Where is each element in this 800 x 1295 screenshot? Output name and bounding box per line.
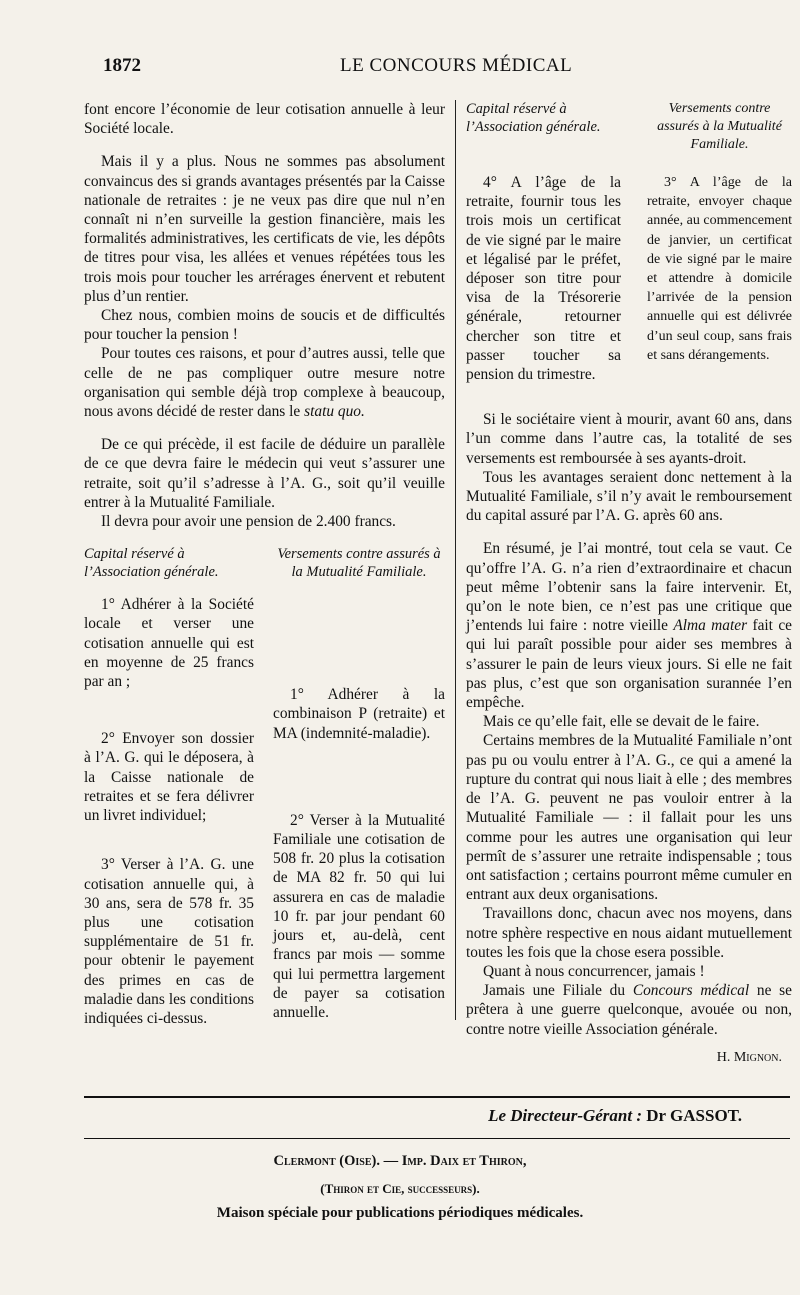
director-line: Le Directeur-Gérant : Dr GASSOT. (488, 1106, 742, 1125)
comparison-column-ag (84, 545, 254, 1028)
comparison-column-mf (273, 545, 445, 1028)
paragraph: Tous les avantages seraient donc nettement à la Mutualité Familiale, s’il n’y avait le remboursement du capital assuré par l’A. G. après 60 ans. (466, 468, 792, 525)
author-signature: H. Mignon. (716, 1049, 782, 1065)
list-item: 1° Adhérer à la combinaison P (retraite) et MA (indemnité-maladie). (273, 686, 445, 742)
paragraph: Chez nous, combien moins de soucis et de difficultés pour toucher la pension ! (84, 307, 445, 344)
column-heading: Capital réservé à l’Association générale. (84, 546, 219, 581)
list-item: 2° Verser à la Mutualité Familiale une cotisation de 508 fr. 20 plus la cotisation de MA 82 fr. 50 qui lui assurera en cas de maladie 10 fr. par jour pendant 60 jours et, au-delà, cent francs par mois — somme qui lui permettra largement de payer sa cotisation annuelle. (273, 811, 445, 1021)
paragraph: Si le sociétaire vient à mourir, avant 60 ans, dans l’un comme dans l’autre cas, la totalité de ses versements est remboursée à ses ayants-droit. (466, 411, 792, 467)
paragraph: De ce qui précède, il est facile de déduire un parallèle de ce que devra faire le médecin qui veut s’assurer une retraite, soit qu’il s’adresse à l’A. G., soit qu’il veuille entrer à la Mutualité Familiale. (84, 436, 445, 511)
list-item: 2° Envoyer son dossier à l’A. G. qui le déposera, à la Caisse nationale de retraites et se fera délivrer un livret individuel; (84, 730, 254, 825)
comparison-column-mf (647, 100, 792, 384)
comparison-table (466, 100, 792, 384)
comparison-column-ag (466, 100, 621, 384)
left-column (84, 100, 445, 1028)
footer-rule-top (84, 1096, 790, 1098)
paragraph: Certains membres de la Mutualité Familiale n’ont pas pu ou voulu entrer à l’A. G., ce qui a amené la rupture du contrat qui nous liait à elle ; des membres de l’A. G. peuvent ne pas vouloir entrer à la Mutualité Familiale — : il fallait pour les uns comme pour les autres une organisation qui leur permît de s’assurer une retraite indispensable ; tous ont satisfaction ; certains pourront même cumuler en entrant aux deux organisations. (466, 732, 792, 904)
column-divider (455, 100, 456, 1020)
paragraph: Pour toutes ces raisons, et pour d’autres aussi, telle que celle de ne pas compliquer outre mesure notre organisation qui semble déjà trop complexe à beaucoup, nous avons décidé de rester dans le statu quo. (84, 345, 445, 421)
paragraph: Quant à nous concurrencer, jamais ! (483, 962, 705, 980)
comparison-table (84, 545, 445, 1028)
paragraph: font encore l’économie de leur cotisation annuelle à leur Société locale. (84, 101, 445, 138)
page-number: 1872 (103, 55, 141, 76)
paragraph: Il devra pour avoir une pension de 2.400 francs. (101, 513, 396, 531)
footer-rule-bottom (84, 1138, 790, 1139)
printer-line: Clermont (Oise). — Imp. Daix et Thiron, (273, 1153, 527, 1169)
list-item: 4° A l’âge de la retraite, fournir tous les trois mois un certificat de vie signé par le maire et légalisé par le préfet, déposer son titre pour visa de la Trésorerie générale, retourner chercher son titre et passer toucher sa pension du trimestre. (466, 174, 621, 384)
list-item: 3° A l’âge de la retraite, envoyer chaque année, au commencement de janvier, un certificat de vie signé par le maire et attendre à domicile l’arrivée de la pension annuelle qui est délivrée d’un seul coup, sans frais et sans dérangements. (647, 175, 792, 363)
printer-line: (Thiron et Cie, successeurs). (320, 1181, 480, 1196)
journal-title: LE CONCOURS MÉDICAL (340, 55, 573, 76)
column-heading: Capital réservé à l’Association générale. (466, 101, 601, 135)
paragraph: En résumé, je l’ai montré, tout cela se vaut. Ce qu’offre l’A. G. n’a rien d’extraordinaire et chacun peut même l’obtenir sans la faire intervenir. Et, qu’on le note bien, ce n’est pas une critique que j’entends lui faire : notre vieille Alma mater fait ce qui lui paraît possible pour aider ses membres à s’assurer le pain de leurs vieux jours. Si elle ne fait pas plus, c’est que son organisation surannée l’en empêche. (466, 540, 792, 712)
column-heading: Versements contre assurés à la Mutualité Familiale. (277, 546, 441, 581)
list-item: 3° Verser à l’A. G. une cotisation annuelle qui, à 30 ans, sera de 578 fr. 35 plus une cotisation supplémentaire de 51 fr. pour obtenir le payement des primes en cas de maladie dans les conditions indiquées ci-dessus. (84, 856, 254, 1027)
list-item: 1° Adhérer à la Société locale et verser une cotisation annuelle qui est en moyenne de 25 francs par an ; (84, 596, 254, 691)
column-heading: Versements contre assurés à la Mutualité Familiale. (657, 101, 782, 152)
printer-line: Maison spéciale pour publications périodiques médicales. (216, 1205, 584, 1221)
paragraph: Jamais une Filiale du Concours médical ne se prêtera à une guerre quelconque, avouée ou non, contre notre vieille Association générale. (466, 982, 792, 1038)
paragraph: Mais il y a plus. Nous ne sommes pas absolument convaincus des si grands avantages présentés par la Caisse nationale de retraites : je ne veux pas dire que nul n’en connaît ni n’en surveille la gestion financière, mais les formalités administratives, les certificats de vie, les dépôts de titres pour visa, les allées et venues répétées tous les trois mois pour toucher les arrérages énervent et rebutent plus d’un rentier. (84, 153, 445, 305)
paragraph: Mais ce qu’elle fait, elle se devait de le faire. (483, 713, 760, 731)
paragraph: Travaillons donc, chacun avec nos moyens, dans notre sphère respective en nous aidant mutuellement toutes les fois que la chose esera possible. (466, 905, 792, 961)
right-column (466, 100, 792, 1067)
